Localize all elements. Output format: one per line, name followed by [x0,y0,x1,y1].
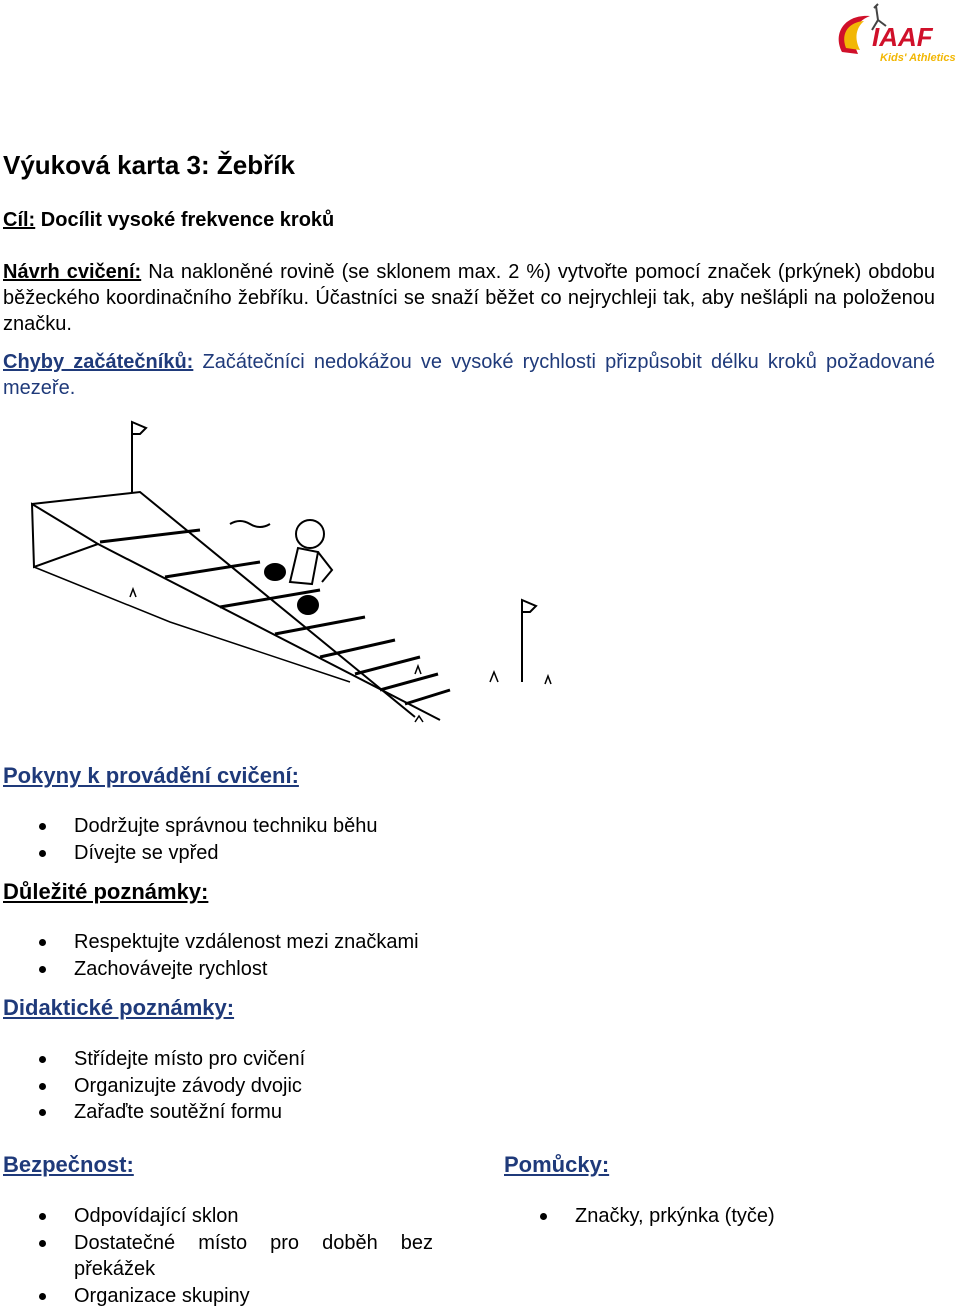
ladder-markings [100,530,450,704]
goal-line [3,207,935,233]
list-item: Dívejte se vpřed [3,840,603,867]
equipment-heading: Pomůcky: [504,1152,609,1178]
list-item: Zachovávejte rychlost [3,956,603,983]
instructions-heading: Pokyny k provádění cvičení: [3,763,299,789]
instructions-list [3,813,603,866]
list-item: Organizace skupiny [3,1283,433,1309]
mistakes-text: Začátečníci nedokážou ve vysoké rychlosti přizpůsobit délku kroků požadované mezeře. [3,351,935,399]
didactic-heading: Didaktické poznámky: [3,995,234,1021]
iaaf-kids-athletics-logo [828,2,958,70]
list-item: Zařaďte soutěžní formu [3,1099,603,1126]
goal-label: Cíl: [3,209,35,231]
design-text: Na nakloněné rovině (se sklonem max. 2 %) vytvořte pomocí značek (prkýnek) obdobu běžeckého koordinačního žebříku. Účastníci se snaží běžet co nejrychleji tak, aby nešlápli na položenou značku. [3,261,935,335]
ramp-back-side [32,504,98,567]
list-item: Organizujte závody dvojic [3,1073,603,1100]
equipment-list [504,1203,944,1230]
runner-child-figure [230,520,332,614]
mistakes-label: Chyby začátečníků: [3,351,193,373]
flag-right [522,600,536,682]
list-item: Respektujte vzdálenost mezi značkami [3,929,603,956]
list-item: Střídejte místo pro cvičení [3,1046,603,1073]
logo-tagline-text: Kids' Athletics [880,52,956,64]
list-item: Dodržujte správnou techniku běhu [3,813,603,840]
list-item: Odpovídající sklon [3,1203,433,1230]
safety-list [3,1203,433,1309]
list-item: Dostatečné místo pro doběh bez překážek [3,1230,433,1283]
safety-heading: Bezpečnost: [3,1152,134,1178]
ramp-ladder-illustration [20,412,580,742]
important-list [3,929,603,982]
design-paragraph [3,259,935,337]
flag-left [132,422,146,492]
ramp-top-edge [32,492,415,717]
goal-text: Docílit vysoké frekvence kroků [41,209,334,231]
page-title: Výuková karta 3: Žebřík [3,150,295,181]
design-label: Návrh cvičení: [3,261,141,283]
logo-brand-text: IAAF [872,22,934,52]
mistakes-paragraph [3,349,935,401]
important-heading: Důležité poznámky: [3,879,208,905]
list-item: Značky, prkýnka (tyče) [504,1203,944,1230]
didactic-list [3,1046,603,1126]
